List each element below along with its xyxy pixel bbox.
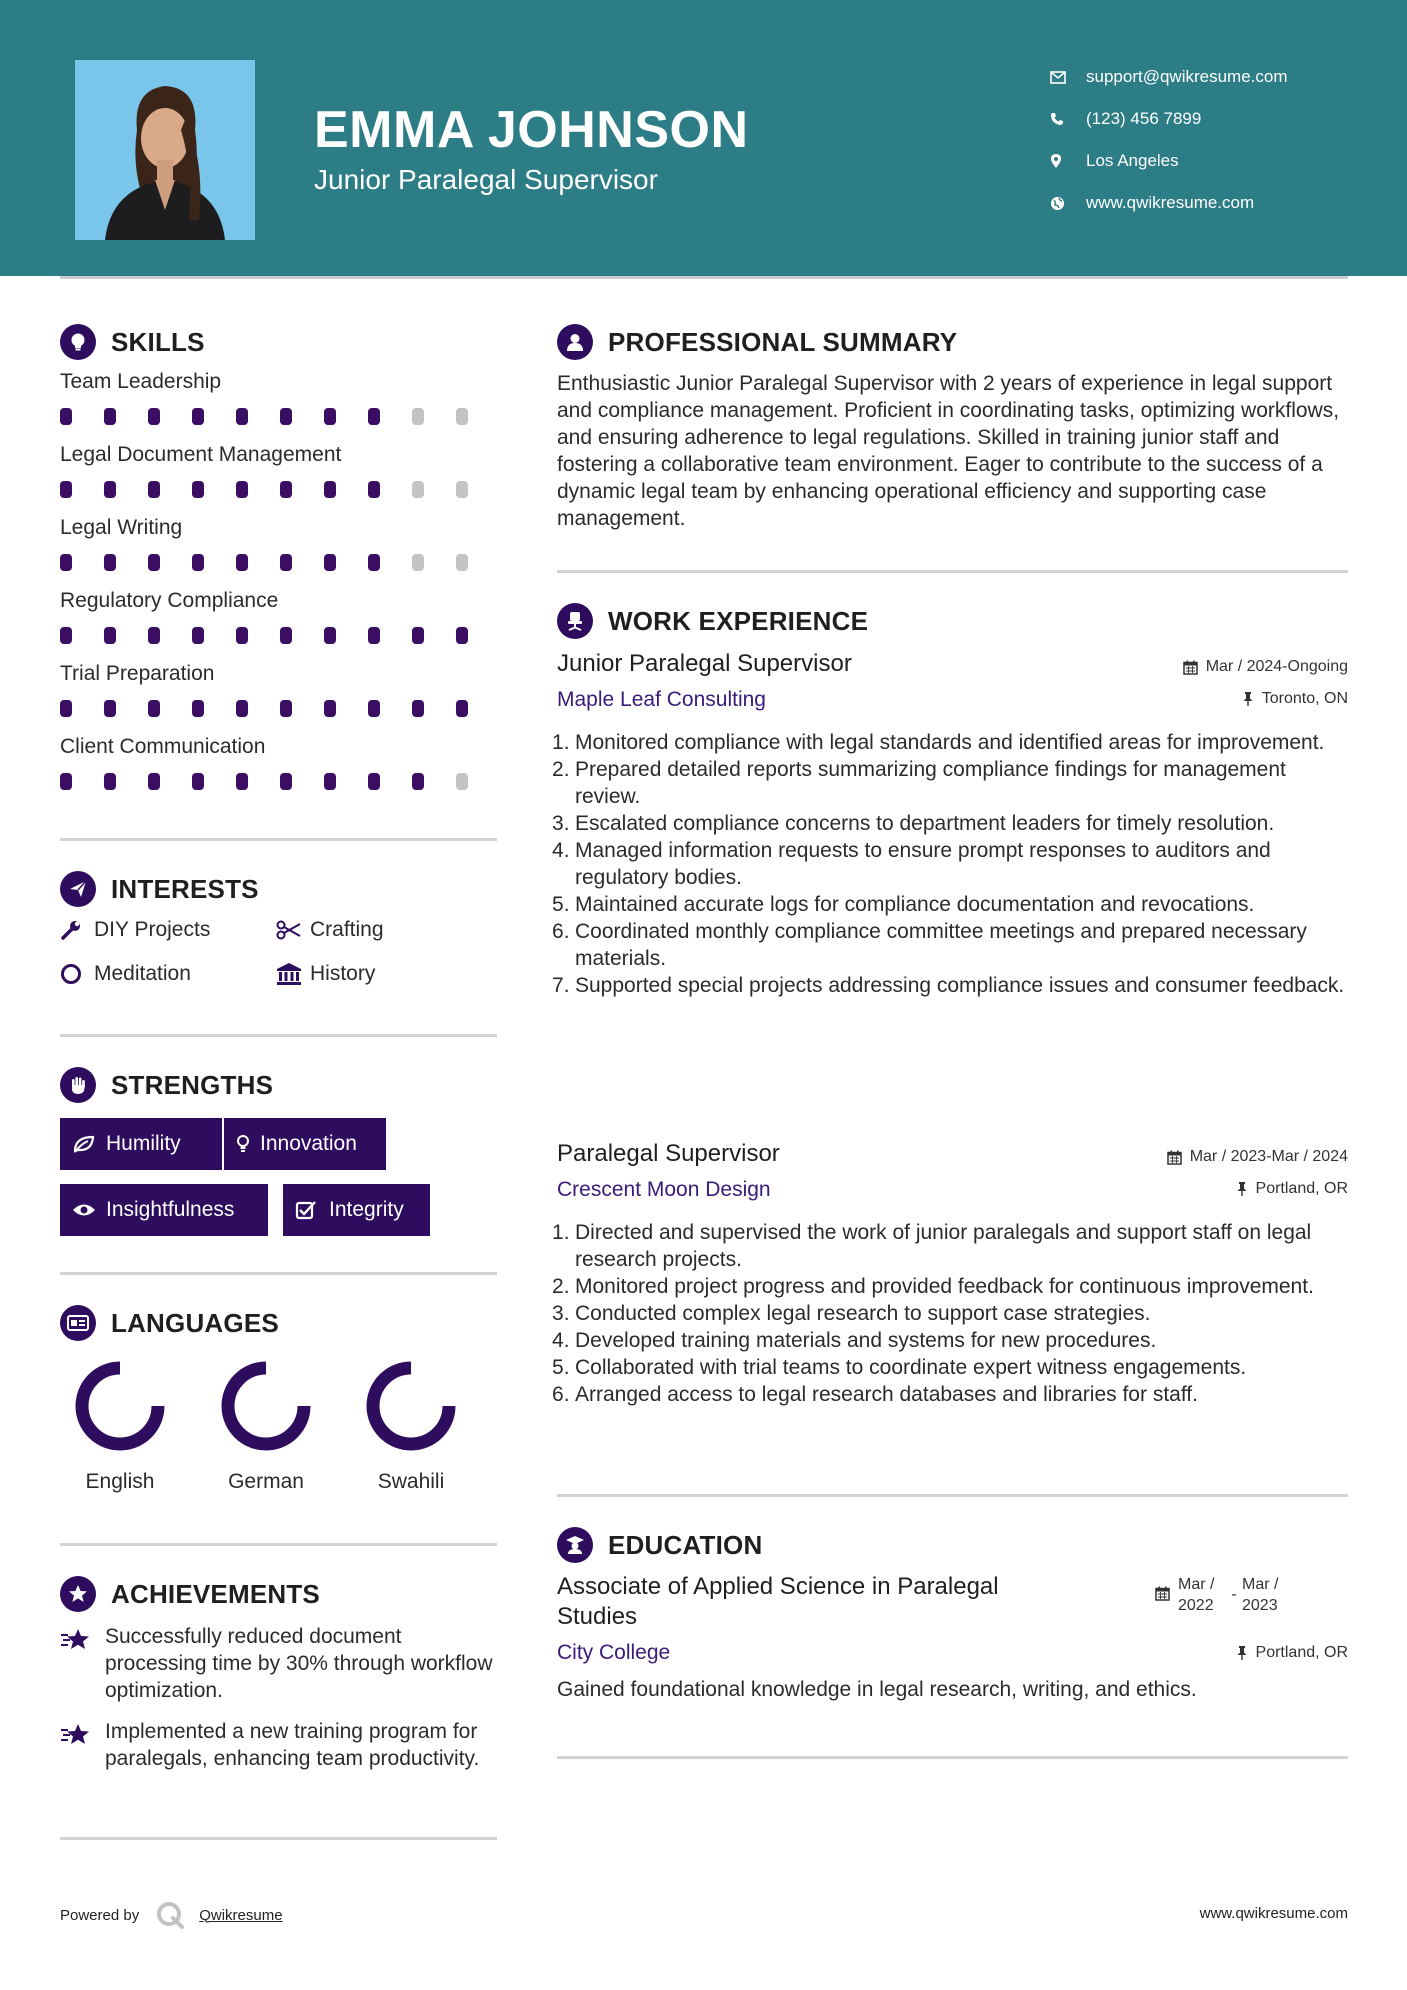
section-divider <box>60 1034 497 1037</box>
summary-title: PROFESSIONAL SUMMARY <box>608 326 958 357</box>
job-title: Junior Paralegal Supervisor <box>557 650 852 677</box>
skill-dot-filled <box>456 700 468 717</box>
skill-dot-filled <box>148 773 160 790</box>
scissors-icon <box>276 920 310 940</box>
duty-item: Arranged access to legal research databases and libraries for staff. <box>575 1383 1198 1406</box>
skill-dot-filled <box>236 627 248 644</box>
skill-dot-filled <box>104 700 116 717</box>
skill-dot-filled <box>236 773 248 790</box>
summary-heading <box>557 324 957 360</box>
skill-dot-filled <box>104 408 116 425</box>
achievements-title: ACHIEVEMENTS <box>111 1578 320 1609</box>
skill-rating <box>60 408 500 425</box>
education-location-text: Portland, OR <box>1255 1644 1348 1661</box>
skill-dot-empty <box>456 408 468 425</box>
lightbulb-icon <box>60 324 96 360</box>
qwikresume-link[interactable]: Qwikresume <box>199 1906 283 1924</box>
skill-dot-filled <box>192 773 204 790</box>
duty-item: Collaborated with trial teams to coordinate expert witness engagements. <box>575 1356 1247 1379</box>
achievement-text: Successfully reduced document processing time by 30% through workflow optimization. <box>105 1625 493 1702</box>
skill-name: Trial Preparation <box>60 662 215 685</box>
phone-icon <box>1050 112 1086 126</box>
skill-dot-filled <box>148 408 160 425</box>
interest-label: DIY Projects <box>94 918 211 941</box>
skill-dot-filled <box>192 481 204 498</box>
interests-heading <box>60 871 259 907</box>
resume-header <box>0 0 1407 276</box>
pushpin-icon <box>1242 691 1254 707</box>
section-divider <box>60 1272 497 1275</box>
education-end: Mar / 2023 <box>1242 1576 1279 1614</box>
checkbox-icon <box>295 1200 329 1220</box>
job-dates <box>1167 1148 1348 1166</box>
skill-dot-filled <box>60 700 72 717</box>
education-dates <box>1155 1574 1290 1616</box>
skill-name: Regulatory Compliance <box>60 589 279 612</box>
skill-dot-filled <box>324 408 336 425</box>
skill-dot-filled <box>192 700 204 717</box>
skill-item <box>60 662 500 717</box>
education-title: EDUCATION <box>608 1529 763 1560</box>
strength-label: Humility <box>106 1132 181 1155</box>
duty-item: Prepared detailed reports summarizing compliance findings for management review. <box>575 758 1286 808</box>
eye-icon <box>72 1202 106 1218</box>
interest-item <box>60 962 191 986</box>
skill-dot-filled <box>280 481 292 498</box>
leaf-icon <box>72 1134 106 1154</box>
strength-tag <box>283 1184 430 1236</box>
section-divider <box>557 1756 1348 1759</box>
skill-rating <box>60 554 500 571</box>
calendar-icon <box>1155 1586 1170 1601</box>
skill-dot-filled <box>236 408 248 425</box>
duty-item: Directed and supervised the work of junior paralegals and support staff on legal research projects. <box>575 1221 1312 1271</box>
experience-heading <box>557 603 868 639</box>
contact-email[interactable] <box>1050 56 1288 98</box>
achievements-heading <box>60 1576 320 1612</box>
skill-dot-filled <box>236 700 248 717</box>
bank-icon <box>276 962 310 986</box>
education-location <box>1236 1644 1348 1662</box>
contact-phone-text: (123) 456 7899 <box>1086 109 1202 128</box>
education-heading <box>557 1527 762 1563</box>
wrench-icon <box>60 919 94 941</box>
contact-phone[interactable] <box>1050 98 1288 140</box>
skill-dot-filled <box>324 773 336 790</box>
language-level-ring <box>220 1360 312 1452</box>
calendar-icon <box>1167 1150 1182 1165</box>
job-dates <box>1183 658 1348 676</box>
interest-label: History <box>310 962 376 985</box>
skill-item <box>60 735 500 790</box>
star-icon <box>60 1718 105 1772</box>
strength-label: Innovation <box>260 1132 357 1155</box>
job-duties <box>557 729 1347 999</box>
job-duties <box>557 1219 1347 1408</box>
skill-dot-filled <box>368 554 380 571</box>
skill-name: Legal Writing <box>60 516 183 539</box>
skill-dot-filled <box>104 481 116 498</box>
skill-item <box>60 370 500 425</box>
star-badge-icon <box>60 1576 96 1612</box>
skill-dot-filled <box>60 481 72 498</box>
skill-rating <box>60 481 500 498</box>
interest-label: Crafting <box>310 918 384 941</box>
language-level-arc <box>82 1368 158 1444</box>
duty-item: Monitored project progress and provided feedback for continuous improvement. <box>575 1275 1314 1298</box>
skill-dot-filled <box>368 773 380 790</box>
job-location <box>1242 690 1348 708</box>
school-name: City College <box>557 1641 671 1664</box>
skill-dot-filled <box>192 627 204 644</box>
job-dates-text: Mar / 2023-Mar / 2024 <box>1189 1148 1348 1165</box>
duty-item: Escalated compliance concerns to department leaders for timely resolution. <box>575 812 1275 835</box>
skill-dot-filled <box>368 700 380 717</box>
pushpin-icon <box>1236 1181 1248 1197</box>
experience-title: WORK EXPERIENCE <box>608 605 869 636</box>
pushpin-icon <box>1236 1645 1248 1661</box>
language-name: English <box>85 1470 155 1493</box>
job-dates-text: Mar / 2024-Ongoing <box>1205 658 1348 675</box>
skill-dot-empty <box>412 481 424 498</box>
skill-name: Team Leadership <box>60 370 222 393</box>
skill-dot-filled <box>368 627 380 644</box>
skill-item <box>60 589 500 644</box>
job-location <box>1236 1180 1348 1198</box>
duty-item: Conducted complex legal research to support case strategies. <box>575 1302 1151 1325</box>
skill-rating <box>60 773 500 790</box>
skill-dot-filled <box>104 554 116 571</box>
skill-item <box>60 443 500 498</box>
interest-label: Meditation <box>94 962 191 985</box>
duty-item: Monitored compliance with legal standards and identified areas for improvement. <box>575 731 1325 754</box>
skill-dot-filled <box>456 627 468 644</box>
language-level-ring <box>365 1360 457 1452</box>
skills-heading <box>60 324 205 360</box>
section-divider <box>557 570 1348 573</box>
achievement-item <box>60 1718 500 1772</box>
candidate-name: EMMA JOHNSON <box>314 101 749 159</box>
star-icon <box>60 1623 105 1704</box>
skill-dot-filled <box>324 554 336 571</box>
languages-heading <box>60 1305 279 1341</box>
contact-website-text: www.qwikresume.com <box>1086 193 1255 212</box>
globe-icon <box>1050 196 1086 211</box>
language-item <box>346 1360 476 1494</box>
achievement-text: Implemented a new training program for paralegals, enhancing team productivity. <box>105 1720 480 1770</box>
skill-dot-filled <box>236 554 248 571</box>
interests-title: INTERESTS <box>111 873 259 904</box>
interest-item <box>276 962 375 986</box>
duty-item: Coordinated monthly compliance committee meetings and prepared necessary materials. <box>575 920 1307 970</box>
job-title: Paralegal Supervisor <box>557 1140 780 1167</box>
qwikresume-logo-icon <box>155 1900 185 1930</box>
duty-item: Maintained accurate logs for compliance documentation and revocations. <box>575 893 1255 916</box>
skill-name: Legal Document Management <box>60 443 342 466</box>
section-divider <box>557 1494 1348 1497</box>
language-item <box>55 1360 185 1494</box>
interest-item <box>276 918 384 942</box>
strength-label: Insightfulness <box>106 1198 235 1221</box>
interest-item <box>60 918 210 942</box>
calendar-icon <box>1183 660 1198 675</box>
skill-dot-filled <box>324 700 336 717</box>
map-pin-icon <box>1050 153 1086 169</box>
languages-title: LANGUAGES <box>111 1307 279 1338</box>
skill-dot-filled <box>412 627 424 644</box>
strengths-title: STRENGTHS <box>111 1069 274 1100</box>
strengths-heading <box>60 1067 273 1103</box>
skill-dot-filled <box>60 627 72 644</box>
duty-item: Managed information requests to ensure prompt responses to auditors and regulatory bodies. <box>575 839 1271 889</box>
contact-list <box>1050 56 1288 224</box>
skill-dot-filled <box>60 773 72 790</box>
circle-icon <box>60 963 94 985</box>
profile-photo <box>75 60 255 240</box>
language-name: German <box>228 1470 304 1493</box>
skill-dot-filled <box>280 627 292 644</box>
skill-dot-filled <box>412 700 424 717</box>
skill-dot-filled <box>280 408 292 425</box>
section-divider <box>60 838 497 841</box>
language-name: Swahili <box>377 1470 445 1493</box>
skill-dot-filled <box>60 408 72 425</box>
skill-dot-filled <box>148 700 160 717</box>
envelope-icon <box>1050 71 1086 84</box>
skill-dot-filled <box>368 408 380 425</box>
skill-rating <box>60 627 500 644</box>
language-item <box>201 1360 331 1494</box>
contact-email-text: support@qwikresume.com <box>1086 67 1288 86</box>
skill-dot-filled <box>104 627 116 644</box>
skill-dot-filled <box>324 627 336 644</box>
education-start: Mar / 2022 <box>1178 1576 1215 1614</box>
strength-tag <box>60 1184 268 1236</box>
skill-dot-filled <box>412 773 424 790</box>
date-separator: - <box>1231 1586 1237 1603</box>
summary-text: Enthusiastic Junior Paralegal Supervisor with 2 years of experience in legal support and compliance management. Proficient in coordinating tasks, optimizing workflows, and ensuring adherence to legal regulations. Skilled in training junior staff and fostering a collaborative team environment. Eager to contribute to the success of a dynamic legal team by enhancing operational efficiency and supporting case management. <box>557 372 1340 530</box>
skill-dot-filled <box>280 554 292 571</box>
language-level-arc <box>228 1368 304 1444</box>
skill-item <box>60 516 500 571</box>
skill-rating <box>60 700 500 717</box>
contact-location-text: Los Angeles <box>1086 151 1179 170</box>
candidate-role: Junior Paralegal Supervisor <box>314 164 658 195</box>
job-location-text: Toronto, ON <box>1261 690 1348 707</box>
id-card-icon <box>60 1305 96 1341</box>
paper-plane-icon <box>60 871 96 907</box>
graduate-icon <box>557 1527 593 1563</box>
skill-dot-filled <box>148 481 160 498</box>
skill-dot-empty <box>456 481 468 498</box>
skill-dot-empty <box>412 408 424 425</box>
strength-label: Integrity <box>329 1198 404 1221</box>
job-location-text: Portland, OR <box>1255 1180 1348 1197</box>
language-level-arc <box>373 1368 449 1444</box>
strength-tag <box>60 1118 222 1170</box>
section-divider <box>60 1543 497 1546</box>
skill-dot-filled <box>368 481 380 498</box>
contact-location <box>1050 140 1288 182</box>
duty-item: Developed training materials and systems for new procedures. <box>575 1329 1157 1352</box>
skills-title: SKILLS <box>111 326 205 357</box>
degree-title: Associate of Applied Science in Paralegal Studies <box>557 1573 999 1630</box>
achievement-item <box>60 1623 500 1704</box>
skill-dot-empty <box>456 554 468 571</box>
company-name: Crescent Moon Design <box>557 1178 771 1201</box>
header-divider <box>60 276 1348 279</box>
strength-tag <box>224 1118 386 1170</box>
skill-dot-filled <box>104 773 116 790</box>
skill-dot-filled <box>192 554 204 571</box>
language-level-ring <box>74 1360 166 1452</box>
skill-dot-filled <box>280 700 292 717</box>
lightbulb-icon <box>236 1134 260 1154</box>
duty-item: Supported special projects addressing compliance issues and consumer feedback. <box>575 974 1345 997</box>
skill-dot-filled <box>236 481 248 498</box>
skill-dot-filled <box>148 627 160 644</box>
footer-url[interactable]: www.qwikresume.com <box>1199 1905 1348 1922</box>
skill-dot-empty <box>456 773 468 790</box>
skill-dot-filled <box>324 481 336 498</box>
user-icon <box>557 324 593 360</box>
skill-dot-filled <box>192 408 204 425</box>
skill-dot-filled <box>280 773 292 790</box>
skill-dot-filled <box>60 554 72 571</box>
skill-dot-filled <box>148 554 160 571</box>
office-chair-icon <box>557 603 593 639</box>
section-divider <box>60 1837 497 1840</box>
skill-dot-empty <box>412 554 424 571</box>
powered-by-text: Powered by <box>60 1906 140 1924</box>
company-name: Maple Leaf Consulting <box>557 688 766 711</box>
hand-icon <box>60 1067 96 1103</box>
education-description: Gained foundational knowledge in legal research, writing, and ethics. <box>557 1678 1197 1701</box>
skill-name: Client Communication <box>60 735 266 758</box>
contact-website[interactable] <box>1050 182 1288 224</box>
footer-powered-by <box>60 1900 283 1930</box>
